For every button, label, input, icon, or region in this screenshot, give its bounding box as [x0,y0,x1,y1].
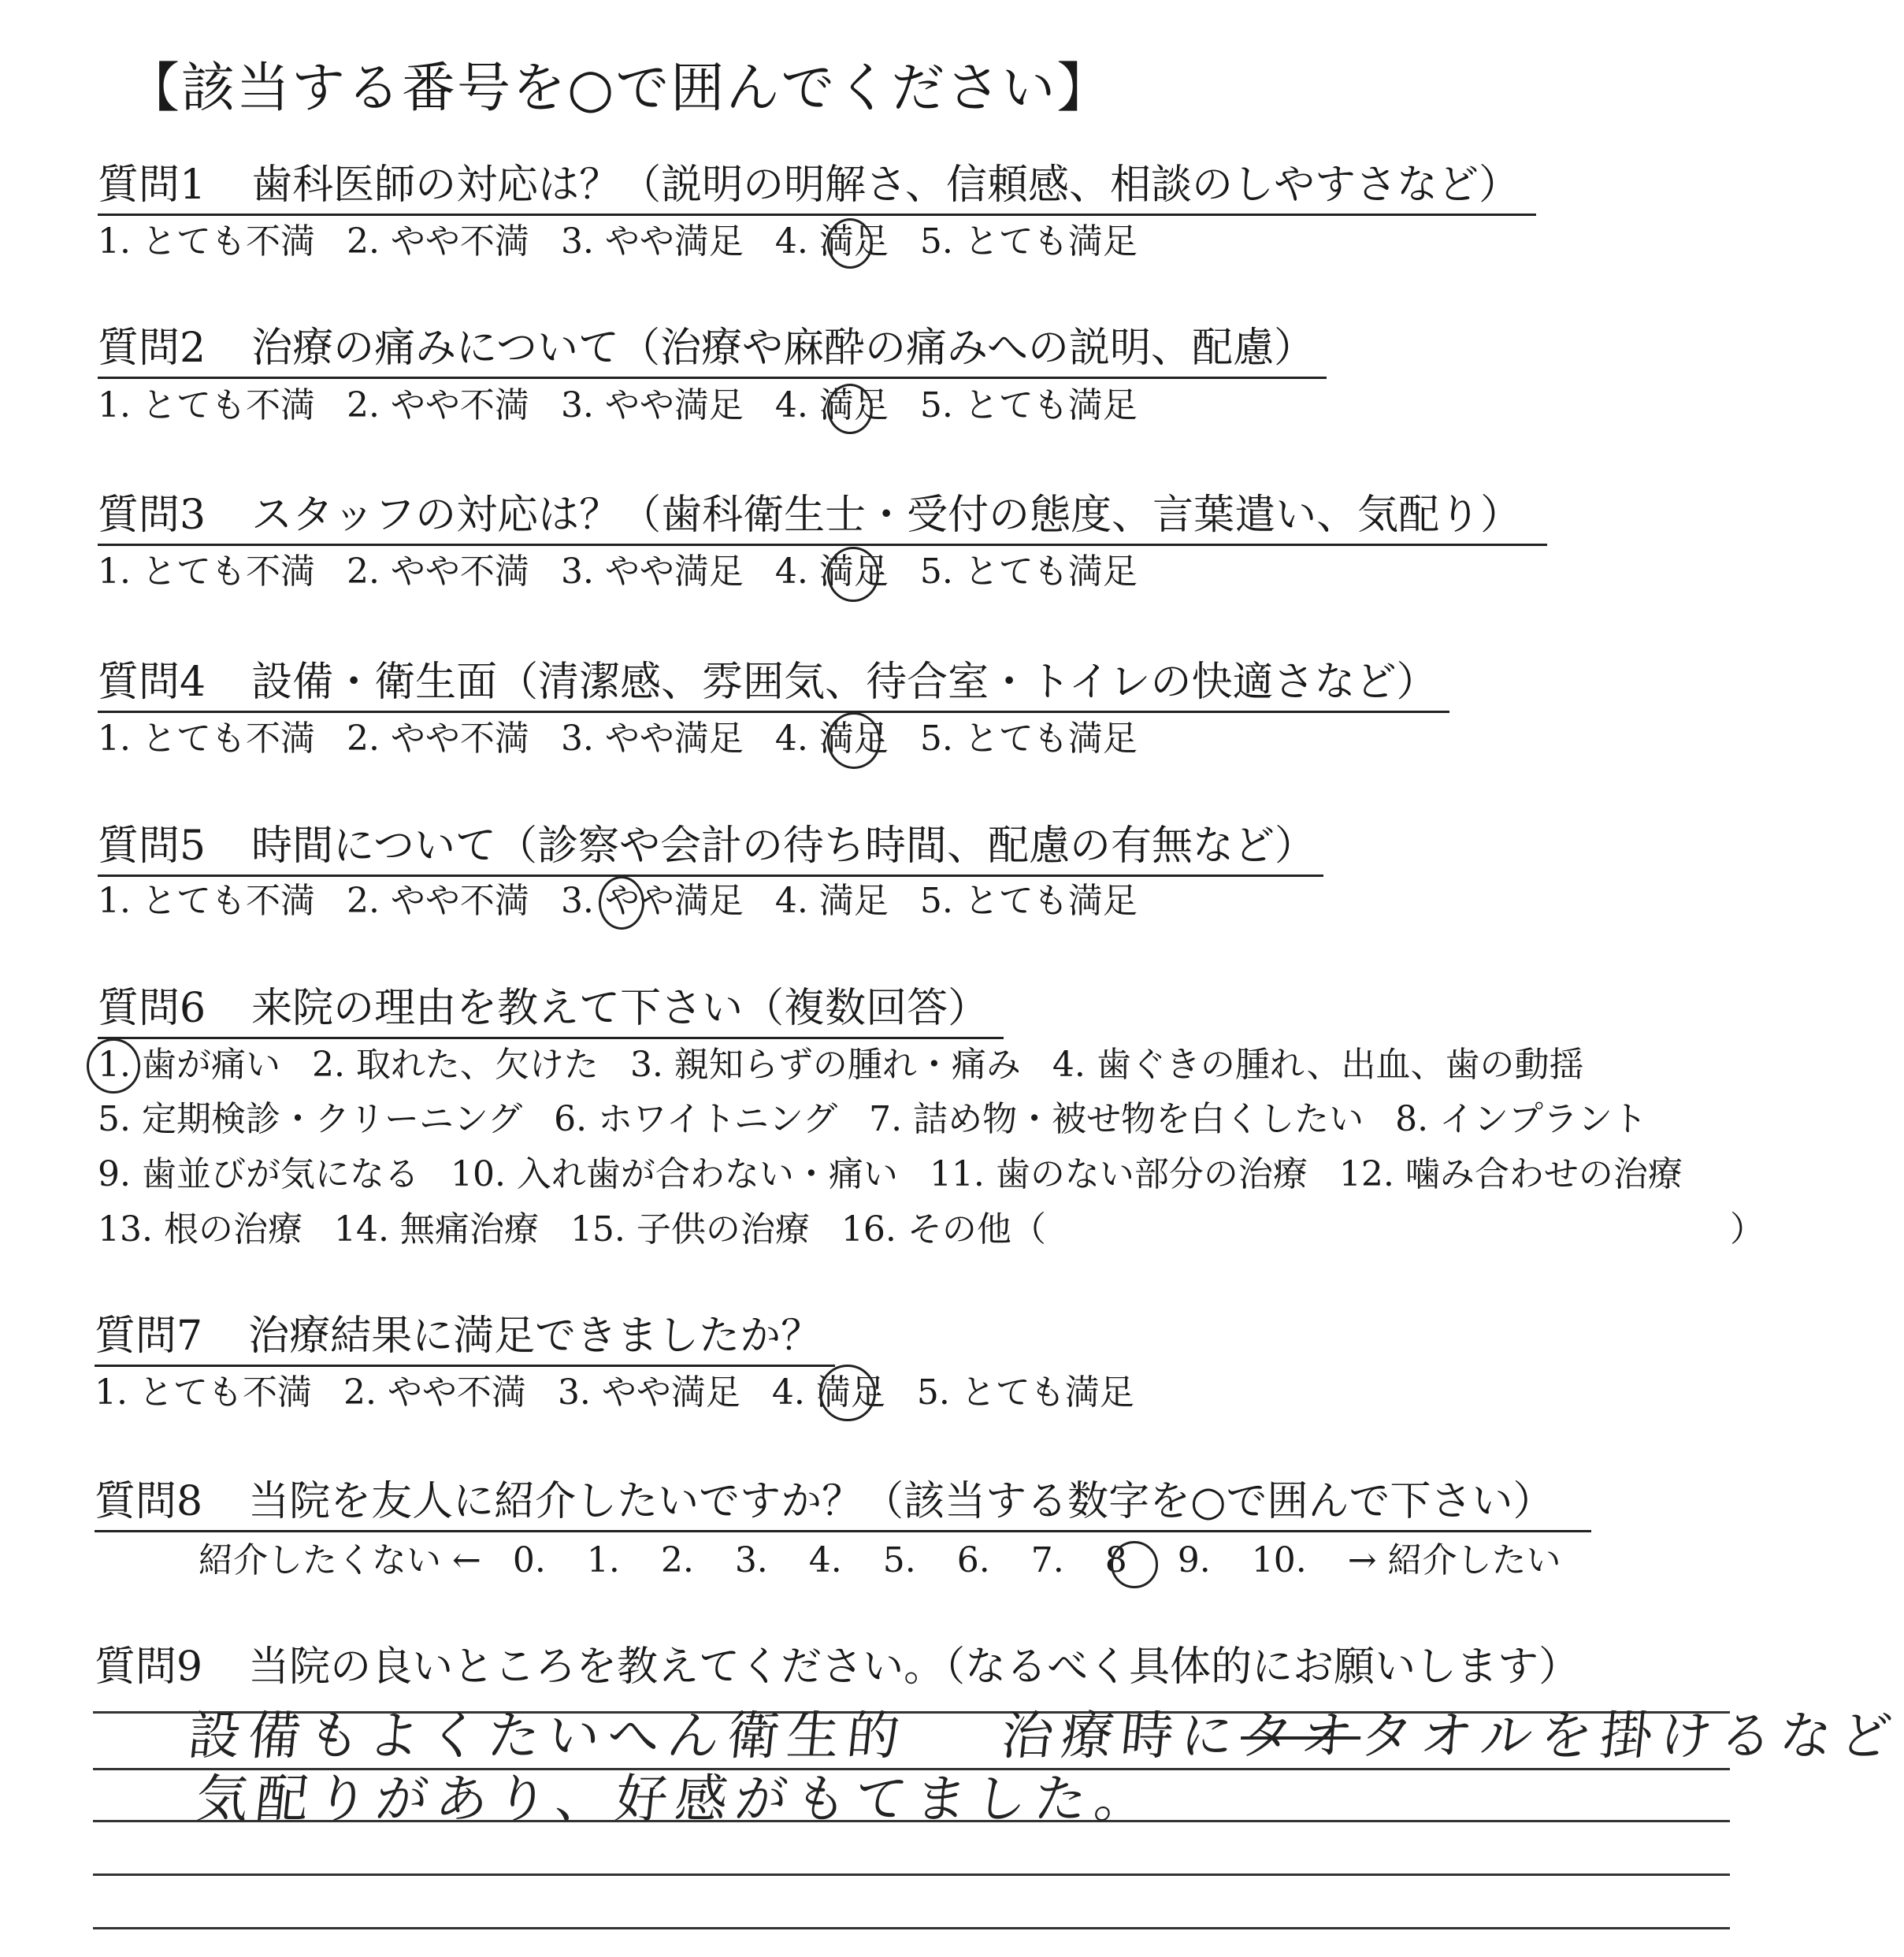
q6-option-9[interactable]: 9. 歯並びが気になる [98,1154,419,1194]
question-3-text: スタッフの対応は？（歯科衛生士・受付の態度、言葉遣い、気配り） [251,492,1522,539]
question-1-heading [98,162,1536,216]
q6-other-close-paren: ） [1730,1209,1765,1250]
q5-option-4[interactable]: 4. 満足 [774,881,889,921]
q2-option-3[interactable]: 3. やや満足 [560,385,744,425]
question-6-label: 質問6 [98,985,206,1032]
question-7-label: 質問7 [95,1313,203,1360]
question-8-heading [95,1478,1591,1532]
question-5-label: 質問5 [98,823,206,870]
q4-option-5[interactable]: 5. とても満足 [919,719,1138,759]
question-7-text: 治療結果に満足できましたか？ [248,1313,822,1360]
question-4-label: 質問4 [98,659,206,706]
q8-score-5[interactable]: 5. [882,1540,916,1580]
q6-option-14[interactable]: 14. 無痛治療 [333,1209,539,1250]
question-4-heading [98,659,1449,713]
q2-option-4[interactable]: 4. 満足 [774,385,889,425]
q7-option-4[interactable]: 4. 満足 [771,1372,885,1413]
q8-score-9[interactable]: 9. [1177,1540,1211,1580]
q5-option-1[interactable]: 1. とても不満 [98,881,315,921]
handwritten-phrase-1: 設備もよくたいへん衛生的 [185,1706,911,1766]
question-1-text: 歯科医師の対応は？（説明の明解さ、信頼感、相談のしやすさなど） [251,162,1520,209]
q8-score-2[interactable]: 2. [660,1540,694,1580]
q8-score-4[interactable]: 4. [808,1540,842,1580]
q1-option-1[interactable]: 1. とても不満 [98,221,315,262]
q8-left-label: 紹介したくない ← [199,1540,481,1580]
question-1-options [98,221,1169,262]
answer-line-4 [93,1873,1730,1876]
answer-line-5 [93,1927,1730,1929]
q3-selection-circle [827,547,879,602]
q2-option-1[interactable]: 1. とても不満 [98,385,315,425]
question-2-heading [98,325,1327,379]
q6-option-12[interactable]: 12. 噛み合わせの治療 [1338,1154,1683,1194]
question-9-heading [95,1643,1579,1691]
question-6-text: 来院の理由を教えて下さい（複数回答） [251,985,989,1032]
q6-option-15[interactable]: 15. 子供の治療 [570,1209,810,1250]
q6-option-6[interactable]: 6. ホワイトニング [554,1099,838,1139]
q8-selection-circle [1111,1541,1158,1588]
q6-option-13[interactable]: 13. 根の治療 [98,1209,302,1250]
question-8-scale [199,1540,1561,1581]
handwritten-phrase-3: タオルを掛けるなど [1357,1706,1903,1766]
q7-option-3[interactable]: 3. やや満足 [557,1372,740,1413]
q2-selection-circle [827,384,873,434]
q3-option-2[interactable]: 2. やや不満 [346,551,529,592]
question-3-heading [98,492,1547,546]
q6-selection-circle [87,1038,140,1094]
q7-selection-circle [819,1365,876,1421]
q6-option-5[interactable]: 5. 定期検診・クリーニング [98,1099,523,1139]
q3-option-4[interactable]: 4. 満足 [774,551,889,592]
q7-option-1[interactable]: 1. とても不満 [95,1372,312,1413]
q5-option-5[interactable]: 5. とても満足 [919,881,1138,921]
question-2-text: 治療の痛みについて（治療や麻酔の痛みへの説明、配慮） [251,325,1316,372]
question-7-heading [95,1313,835,1367]
question-6-row-2 [98,1099,1679,1140]
q8-score-8[interactable]: 8 [1104,1540,1127,1580]
q3-option-5[interactable]: 5. とても満足 [919,551,1138,592]
q6-option-16[interactable]: 16. その他（ [841,1209,1046,1250]
q5-option-3[interactable]: 3. やや満足 [560,881,744,921]
question-6-row-4 [98,1209,1078,1250]
q7-option-5[interactable]: 5. とても満足 [916,1372,1134,1413]
question-6-row-3 [98,1154,1714,1195]
question-6-row-1 [98,1045,1616,1086]
q5-selection-circle [599,876,644,930]
q8-score-10[interactable]: 10. [1251,1540,1307,1580]
q1-option-3[interactable]: 3. やや満足 [560,221,744,262]
question-2-options [98,385,1169,426]
q4-option-3[interactable]: 3. やや満足 [560,719,744,759]
q6-option-3[interactable]: 3. 親知らずの腫れ・痛み [629,1045,1021,1085]
q6-option-10[interactable]: 10. 入れ歯が合わない・痛い [450,1154,898,1194]
q1-option-4[interactable]: 4. 満足 [774,221,889,262]
question-9-text: 当院の良いところを教えてください。（なるべく具体的にお願いします） [248,1643,1580,1691]
question-8-text: 当院を友人に紹介したいですか？（該当する数字を○で囲んで下さい） [248,1478,1554,1525]
q8-score-3[interactable]: 3. [734,1540,768,1580]
q5-option-2[interactable]: 2. やや不満 [346,881,529,921]
q6-option-1[interactable]: 1. 歯が痛い [98,1045,280,1085]
q4-option-2[interactable]: 2. やや不満 [346,719,529,759]
question-1-label: 質問1 [98,162,206,209]
q4-option-4[interactable]: 4. 満足 [774,719,889,759]
question-5-text: 時間について（診察や会計の待ち時間、配慮の有無など） [251,823,1316,870]
q1-option-5[interactable]: 5. とても満足 [919,221,1138,262]
question-3-options [98,551,1169,592]
question-4-options [98,719,1169,759]
question-2-label: 質問2 [98,325,206,372]
q3-option-1[interactable]: 1. とても不満 [98,551,315,592]
q8-score-6[interactable]: 6. [956,1540,990,1580]
question-6-heading [98,985,1004,1039]
handwritten-phrase-2: 治療時に [998,1706,1245,1766]
q6-option-4[interactable]: 4. 歯ぐきの腫れ、出血、歯の動揺 [1052,1045,1584,1085]
question-9-label: 質問9 [95,1643,203,1691]
q6-option-2[interactable]: 2. 取れた、欠けた [311,1045,599,1085]
q8-score-0[interactable]: 0. [512,1540,546,1580]
q3-option-3[interactable]: 3. やや満足 [560,551,744,592]
q6-option-7[interactable]: 7. 詰め物・被せ物を白くしたい [869,1099,1364,1139]
q4-selection-circle [827,712,881,769]
question-3-label: 質問3 [98,492,206,539]
q6-option-11[interactable]: 11. 歯のない部分の治療 [929,1154,1308,1194]
q2-option-5[interactable]: 5. とても満足 [919,385,1138,425]
q8-score-7[interactable]: 7. [1030,1540,1064,1580]
q8-right-label: → 紹介したい [1347,1540,1561,1580]
handwritten-struck-text: タオ [1238,1706,1364,1766]
question-4-text: 設備・衛生面（清潔感、雰囲気、待合室・トイレの快適さなど） [251,659,1438,706]
page-title: 【該当する番号を○で囲んでください】 [126,58,1112,120]
question-5-heading [98,823,1323,877]
q8-score-1[interactable]: 1. [586,1540,620,1580]
q2-option-2[interactable]: 2. やや不満 [346,385,529,425]
q6-option-8[interactable]: 8. インプラント [1395,1099,1648,1139]
q7-option-2[interactable]: 2. やや不満 [343,1372,526,1413]
q1-selection-circle [827,218,873,269]
question-7-options [95,1372,1166,1413]
handwritten-answer-line-2: 気配りがあり、好感がもてました。 [193,1769,1158,1829]
q1-option-2[interactable]: 2. やや不満 [346,221,529,262]
q4-option-1[interactable]: 1. とても不満 [98,719,315,759]
question-8-label: 質問8 [95,1478,203,1525]
